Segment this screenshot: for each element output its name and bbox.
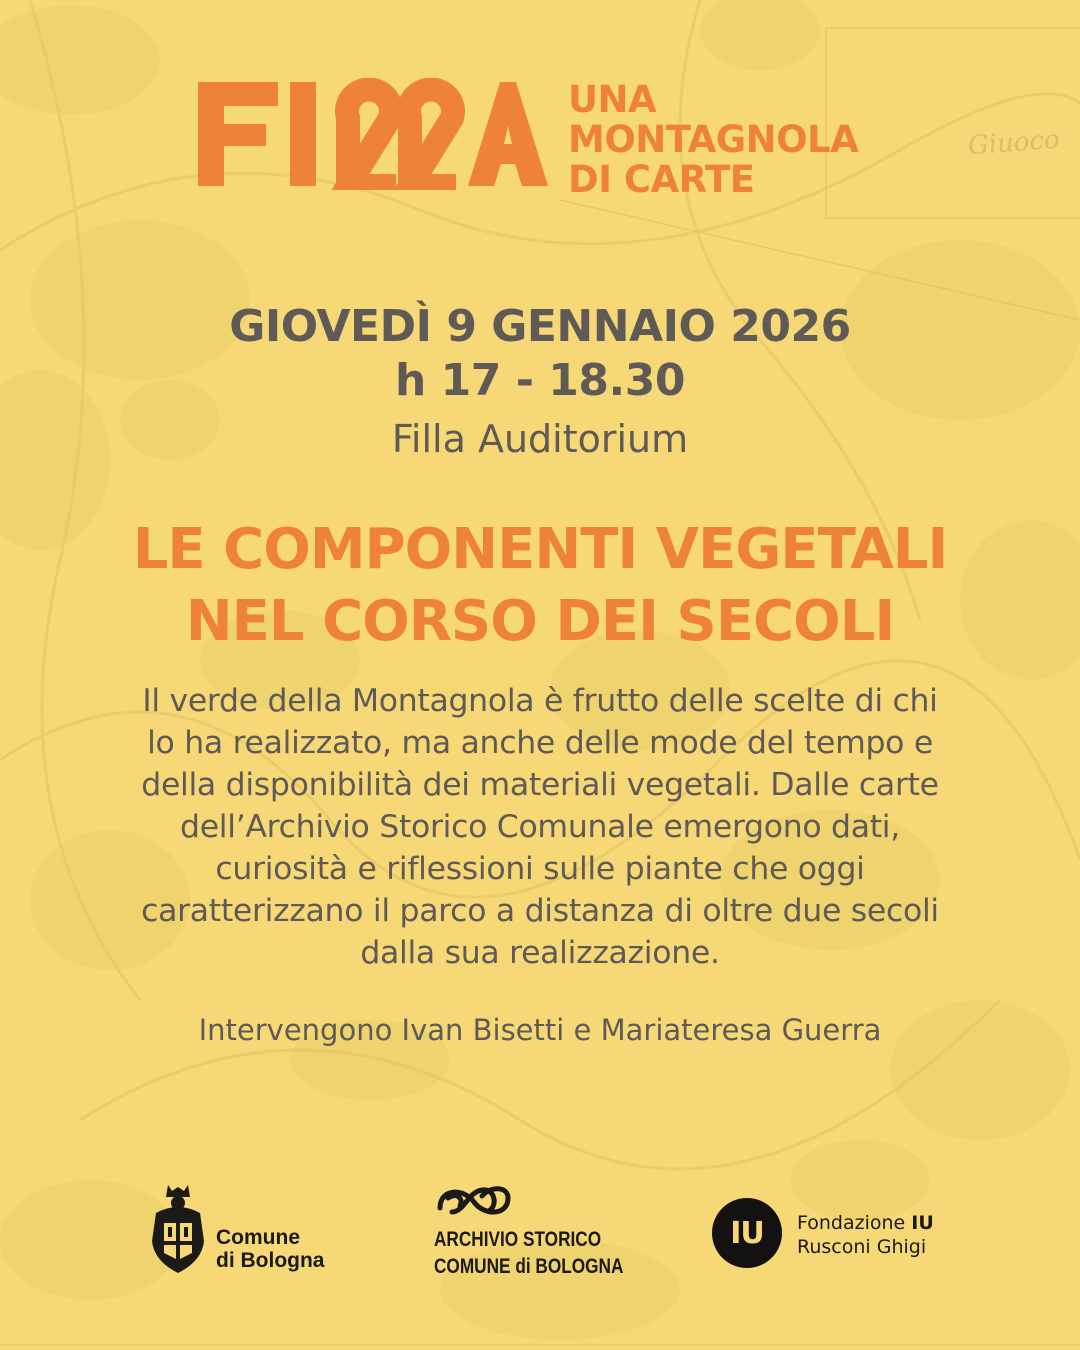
iu-mark-icon: IU [712, 1198, 782, 1268]
event-title [0, 514, 1080, 658]
comune-text [216, 1226, 325, 1272]
fondazione-line-1 [797, 1211, 934, 1235]
archivio-text [434, 1226, 623, 1280]
description-line: dalla sua realizzazione. [360, 935, 720, 971]
event-title-line-1: LE COMPONENTI VEGETALI [132, 517, 948, 582]
description-line: caratterizzano il parco a distanza di oltre due secoli [141, 893, 939, 929]
comune-line-2: di Bologna [216, 1249, 325, 1272]
event-speakers: Intervengono Ivan Bisetti e Mariateresa Guerra [198, 1013, 882, 1047]
event-date: GIOVEDÌ 9 GENNAIO 2026 [229, 301, 851, 352]
map-lettering: Giuoco [967, 124, 1061, 162]
description-line: della disponibilità dei materiali vegetali. Dalle carte [141, 767, 939, 803]
archivio-storico-logo [432, 1182, 632, 1282]
fondazione-prefix: Fondazione [797, 1212, 906, 1234]
fondazione-text [797, 1211, 934, 1259]
comune-line-1: Comune [216, 1226, 300, 1249]
fondazione-iu-logo [712, 1198, 972, 1278]
archivio-knot-icon [434, 1182, 514, 1222]
header [198, 78, 898, 208]
tagline-line-2: MONTAGNOLA [568, 118, 859, 161]
filla-logo [198, 78, 548, 190]
tagline [568, 80, 858, 200]
event-title-line-2: NEL CORSO DEI SECOLI [185, 589, 895, 654]
tagline-line-3: DI CARTE [568, 158, 755, 201]
archivio-line-2: COMUNE di BOLOGNA [434, 1255, 624, 1278]
description-line: Il verde della Montagnola è frutto delle scelte di chi [142, 683, 938, 719]
event-description [60, 680, 1020, 974]
description-line: curiosità e riflessioni sulle piante che oggi [215, 851, 865, 887]
event-datetime [0, 300, 1080, 408]
description-line: dell’Archivio Storico Comunale emergono dati, [180, 809, 900, 845]
description-line: lo ha realizzato, ma anche delle mode del tempo e [147, 725, 933, 761]
comune-di-bologna-logo [146, 1183, 346, 1283]
tagline-line-1: UNA [568, 78, 657, 121]
event-venue: Filla Auditorium [391, 417, 689, 461]
fondazione-line-2: Rusconi Ghigi [797, 1236, 927, 1258]
event-time: h 17 - 18.30 [395, 355, 685, 406]
archivio-line-1: ARCHIVIO STORICO [434, 1228, 602, 1251]
bologna-crest-icon [146, 1183, 210, 1279]
fondazione-iu: IU [911, 1212, 934, 1234]
